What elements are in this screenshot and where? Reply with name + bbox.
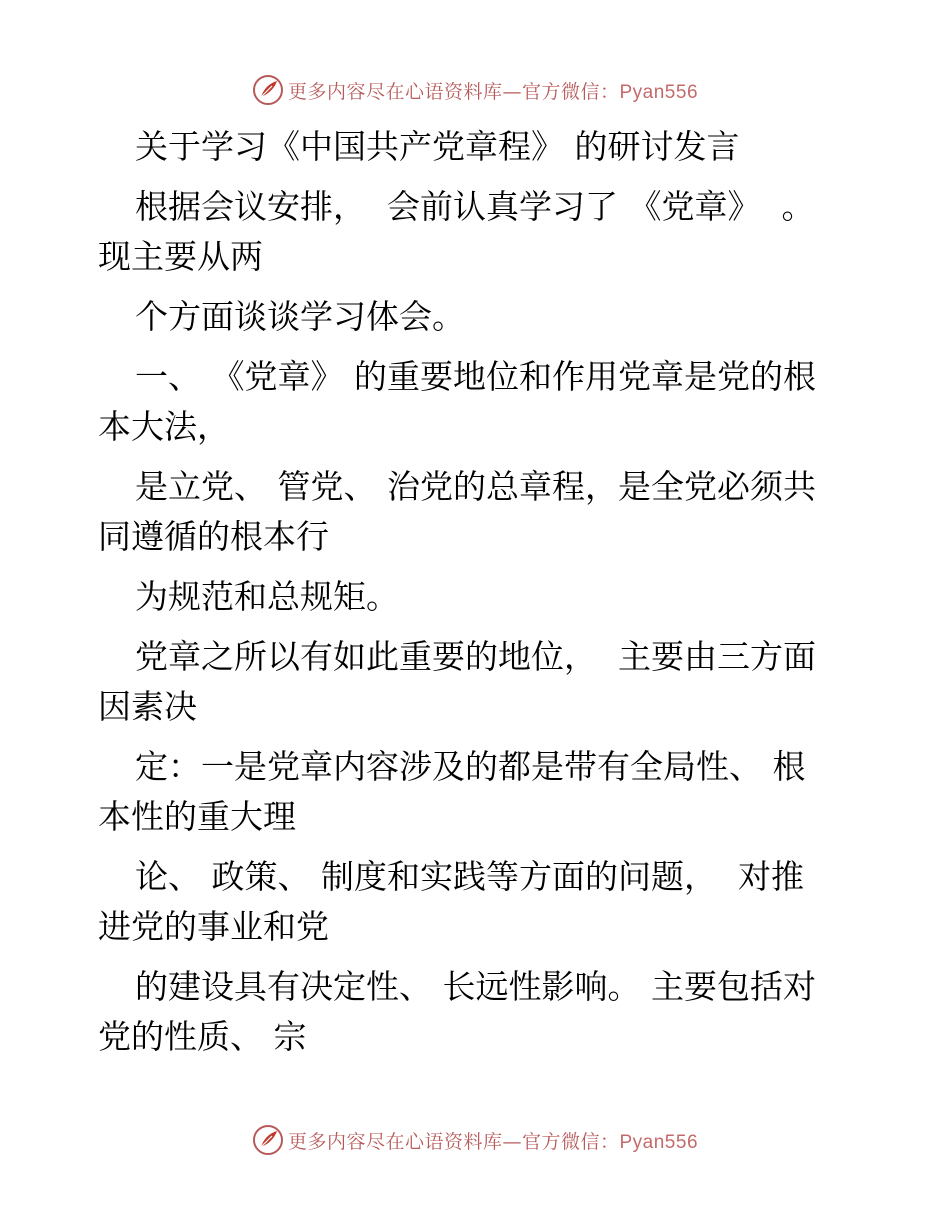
- text-line: 论、 政策、 制度和实践等方面的问题， 对推: [135, 857, 804, 896]
- feather-pen-logo-icon: [252, 74, 284, 106]
- header-watermark: [0, 70, 950, 110]
- text-line: 是立党、 管党、 治党的总章程，是全党必须共: [135, 467, 816, 506]
- document-body: [98, 122, 858, 1062]
- text-line: 本大法，: [98, 407, 230, 446]
- text-line: 本性的重大理: [98, 797, 296, 836]
- text-line: 因素决: [98, 687, 197, 726]
- text-line: 个方面谈谈学习体会。: [135, 297, 465, 336]
- footer-watermark: [0, 1120, 950, 1160]
- text-line: 定：一是党章内容涉及的都是带有全局性、 根: [135, 747, 806, 786]
- text-line: 党章之所以有如此重要的地位， 主要由三方面: [135, 637, 816, 676]
- text-line: 的建设具有决定性、 长远性影响。 主要包括对: [135, 967, 816, 1006]
- text-line: 关于学习《中国共产党章程》 的研讨发言: [135, 127, 740, 166]
- text-line: 现主要从两: [98, 237, 263, 276]
- text-line: 进党的事业和党: [98, 907, 329, 946]
- feather-pen-logo-icon: [252, 1124, 284, 1156]
- text-line: 党的性质、 宗: [98, 1017, 307, 1056]
- watermark-text: 更多内容尽在心语资料库—官方微信：Pyan556: [287, 1130, 699, 1153]
- text-line: 同遵循的根本行: [98, 517, 329, 556]
- text-line: 为规范和总规矩。: [135, 577, 399, 616]
- text-line: 根据会议安排， 会前认真学习了 《党章》 。: [135, 187, 815, 226]
- watermark-text: 更多内容尽在心语资料库—官方微信：Pyan556: [287, 80, 699, 103]
- text-line: 一、 《党章》 的重要地位和作用党章是党的根: [135, 357, 816, 396]
